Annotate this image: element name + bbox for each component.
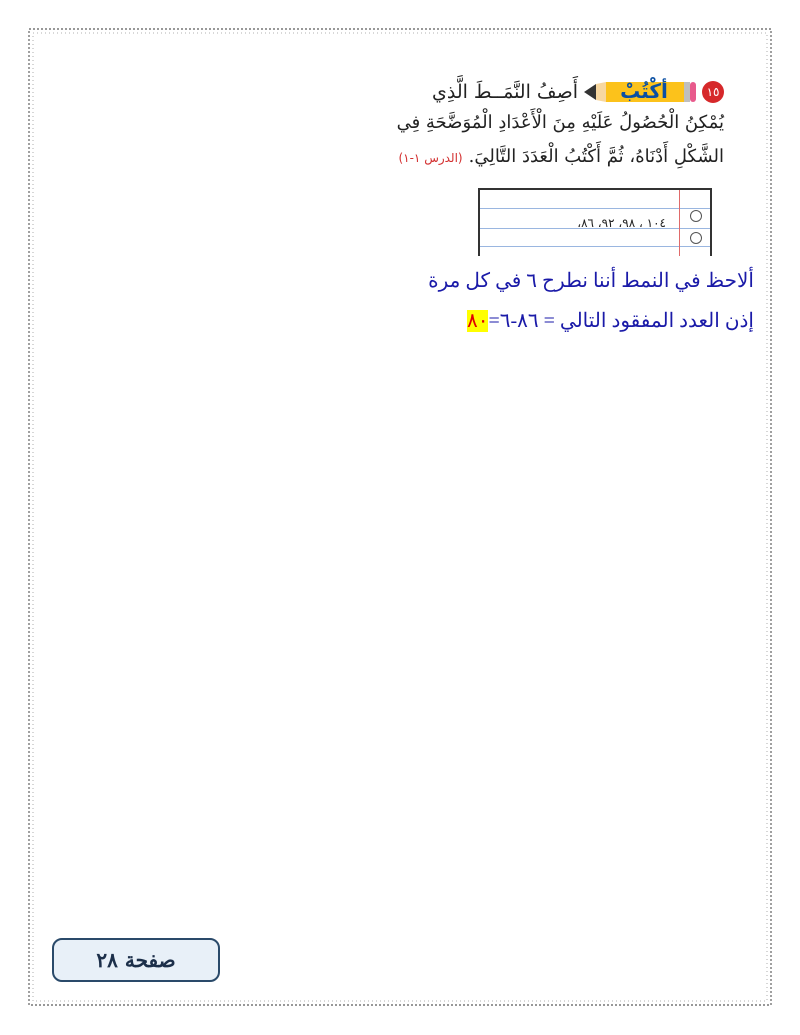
answer-line-1: ألاحظ في النمط أننا نطرح ٦ في كل مرة bbox=[428, 270, 754, 292]
ruled-line bbox=[480, 208, 710, 209]
textbook-excerpt bbox=[378, 70, 724, 254]
pencil-tag bbox=[584, 78, 696, 106]
question-text-3: الشَّكْلِ أَدْنَاهُ، ثُمَّ أَكْتُبُ الْعَدَدَ التَّالِيَ. bbox=[468, 146, 724, 167]
binder-hole-icon bbox=[690, 210, 702, 222]
page-number-label: صفحة ٢٨ bbox=[52, 938, 220, 982]
question-number: ١٥ bbox=[702, 81, 724, 103]
answer-equation: إذن العدد المفقود التالي = ٨٦-٦= bbox=[488, 310, 754, 332]
binder-hole-icon bbox=[690, 232, 702, 244]
answer-line-2 bbox=[467, 308, 754, 333]
notebook-figure bbox=[478, 188, 712, 256]
ruled-line bbox=[480, 246, 710, 247]
question-text-1: أَصِفُ النَّمَــطَ الَّذِي bbox=[431, 81, 578, 103]
write-tag-label: أكْتُبْ bbox=[620, 79, 668, 103]
question-text-2: يُمْكِنُ الْحُصُولُ عَلَيْهِ مِنَ الْأَعْدَادِ الْمُوَضَّحَةِ فِي bbox=[396, 112, 724, 133]
lesson-reference: (الدرس ١-١) bbox=[398, 151, 463, 165]
number-sequence: ١٠٤ ، ٩٨، ٩٢، ٨٦، bbox=[577, 216, 666, 230]
answer-result: ٨٠ bbox=[466, 310, 489, 332]
margin-line bbox=[679, 190, 680, 256]
question-line-1 bbox=[432, 78, 724, 106]
question-line-3 bbox=[398, 146, 724, 167]
